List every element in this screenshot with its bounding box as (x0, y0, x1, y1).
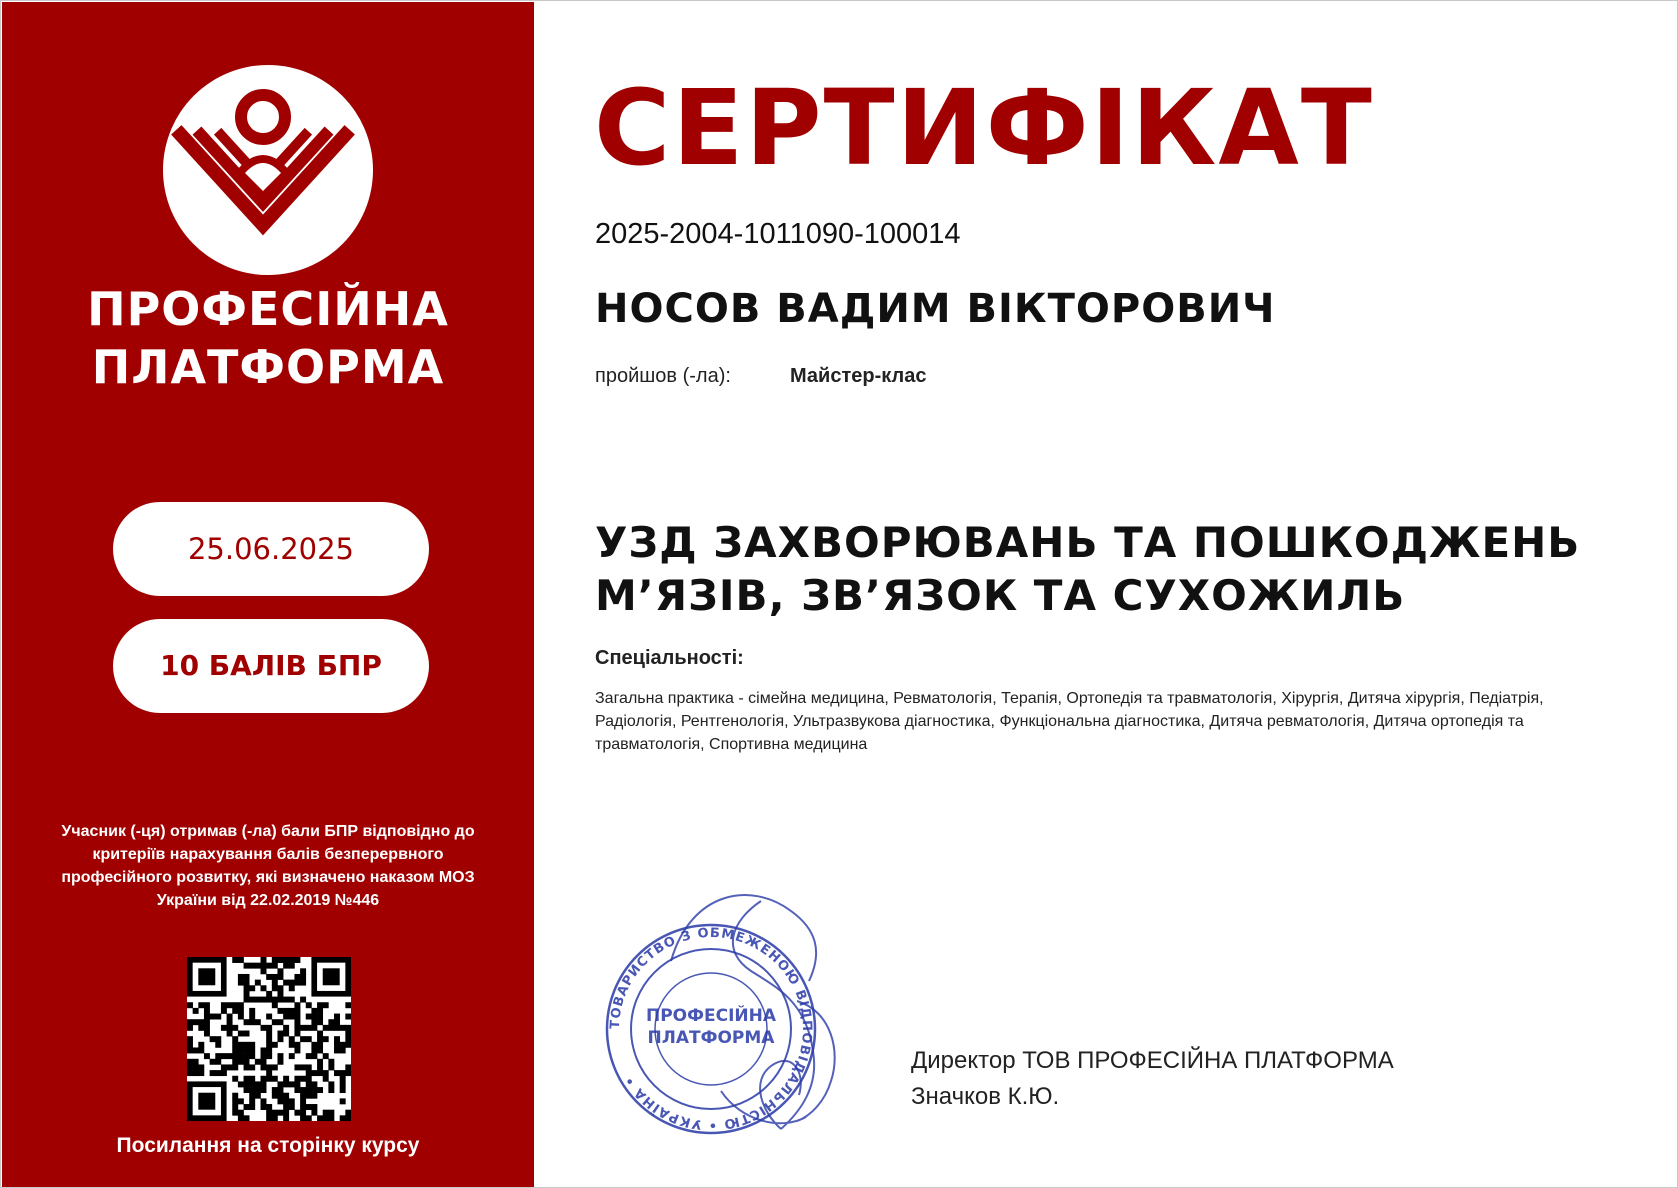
recipient-name: НОСОВ ВАДИМ ВІКТОРОВИЧ (595, 286, 1276, 332)
completed-label: пройшов (-ла): (595, 365, 731, 387)
brand-logo (163, 65, 373, 275)
course-type: Майстер-клас (790, 365, 927, 387)
qr-caption: Посилання на сторінку курсу (116, 1134, 420, 1157)
brand-logo-icon (163, 65, 373, 275)
signer-title: Директор ТОВ ПРОФЕСІЙНА ПЛАТФОРМА (911, 1047, 1394, 1074)
qr-code-icon (187, 957, 351, 1121)
stamp-ring-text: ТОВАРИСТВО З ОБМЕЖЕНОЮ ВІДПОВІДАЛЬНІСТЮ • УКРАЇНА • (607, 925, 815, 1133)
specialties-list: Загальна практика - сімейна медицина, Ревматологія, Терапія, Ортопедія та травматологія, Хірургія, Дитяча хірургія, Педіатрія, Радіологія, Рентгенологія, Ультразвукова діагностика, Функціональна діагностика, Дитяча ревматологія, Дитяча ортопедія та травматологія, Спортивна медицина (595, 690, 1544, 753)
course-title: УЗД ЗАХВОРЮВАНЬ ТА ПОШКОДЖЕНЬ М’ЯЗІВ, ЗВ’ЯЗОК ТА СУХОЖИЛЬ (595, 518, 1581, 620)
specialties-heading: Спеціальності: (595, 647, 744, 669)
certificate-number: 2025-2004-1011090-100014 (595, 218, 961, 250)
points-badge: 10 БАЛІВ БПР (113, 619, 429, 713)
left-panel (2, 2, 534, 1187)
brand-name-line2: ПЛАТФОРМА (91, 340, 445, 394)
brand-name (2, 280, 534, 396)
signer-name: Значков К.Ю. (911, 1083, 1060, 1110)
stamp-center-line2: ПЛАТФОРМА (647, 1028, 775, 1048)
qr-code[interactable] (187, 957, 351, 1121)
stamp-icon (601, 881, 871, 1141)
participant-note: Учасник (-ця) отримав (-ла) бали БПР відповідно до критеріїв нарахування балів безперервного професійного розвитку, які визначено наказом МОЗ України від 22.02.2019 №446 (61, 823, 475, 909)
stamp-center-line1: ПРОФЕСІЙНА (645, 1006, 777, 1026)
official-stamp (601, 881, 871, 1141)
brand-name-line1: ПРОФЕСІЙНА (87, 282, 449, 336)
certificate-title: СЕРТИФІКАТ (594, 67, 1374, 189)
date-badge: 25.06.2025 (113, 502, 429, 596)
